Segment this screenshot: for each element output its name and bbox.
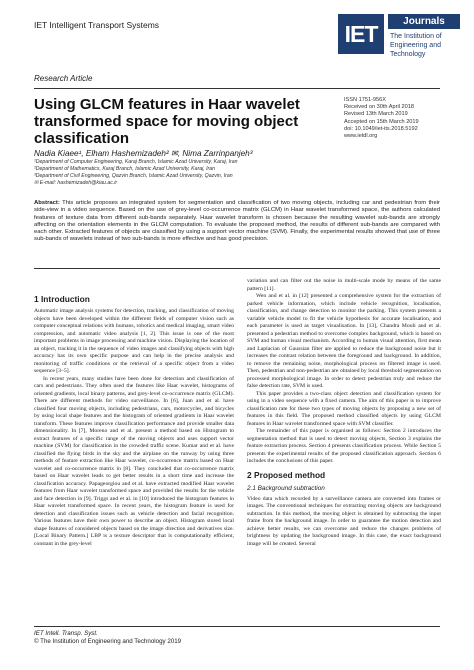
logo-journals-label: Journals: [388, 14, 460, 29]
abstract: [34, 200, 440, 244]
abstract-rule: [34, 268, 440, 269]
paper-title: Using GLCM features in Haar wavelet transformed space for moving object classification: [34, 96, 300, 147]
header-rule: [34, 88, 440, 89]
iet-logo[interactable]: [338, 14, 460, 60]
accepted-date: Accepted on 15th March 2019: [344, 118, 419, 125]
section-heading-proposed-method: 2 Proposed method: [247, 469, 326, 480]
affiliation-3: ³Department of Civil Engineering, Qazvin Branch, Islamic Azad University, Qazvin, Iran: [34, 173, 233, 179]
revised-date: Revised 13th March 2019: [344, 111, 408, 118]
author-list: Nadia Kiaee¹, Elham Hashemizadeh² ✉, Nima Zarrinpanjeh³: [34, 149, 253, 158]
website-link[interactable]: www.ietdl.org: [344, 133, 378, 140]
iet-logo-mark: IET: [338, 14, 384, 54]
footer: [34, 630, 181, 646]
footer-copyright: © The Institution of Engineering and Technology 2019: [34, 638, 182, 645]
doi-link[interactable]: doi: 10.1049/iet-its.2018.5192: [344, 125, 418, 132]
body-paragraph: The remainder of this paper is organised as follows: Section 2 introduces the segmentation method that is used to detect moving objects, Section 3 explains the feature extraction process. Section 4 presents classification process. While Section 5 presents the experimental results of the proposed classification approach. Section 6 includes the conclusions of this paper.: [247, 428, 441, 464]
body-paragraph: In recent years, many studies have been done for detection and classification of cars and pedestrians. They often used the features like Haar wavelet, histograms of oriented gradients, local binary patterns, and grey-level co-occurrence matrix (GLCM). There are different methods for video surveillance. In [6], Juan and et al. have classified four moving objects, including pedestrians, cars, motorcycles, and bicycles by using local shape features and the histogram of oriented gradients in Haar wavelet transform. These features improve classification performance and provide smaller data dimensionality. In [7], Moreno and et al. present a method based on Histogram to extract features of a specific range of the moving objects and uses support vector machine (SVM) for classification in the crowded traffic scene. Kumar and et al. have classified the flying birds in the sky and the airplane on the runway by using three methods of feature extraction like Haar wavelet, co-occurrence matrix based on Haar wavelet and co-occurrence matrix in [8]. They concluded that co-occurrence matrix based on Haar wavelet leads to get better results in a short time and increase the classification accuracy. Papageorgiou and et al. have extracted modified Haar wavelet features from Haar wavelet transformed space and provided the results for the vehicle and face detection in [9]. Triggs and et al. in [10] introduced the histogram features in Haar wavelet transformed space. In recent years, the histogram feature is used for detection and classification issues such as vehicle detection and facial recognition. Various features have their own power to describe an object. Histogram stored local shape features of considered objects based on the image direction and derivatives size. [Local Binary Pattern.] LBP is a texture descriptor that is computationally efficient, constant in the grey-level: [34, 375, 234, 547]
affiliation-list: [34, 159, 354, 187]
section-heading-introduction: 1 Introduction: [34, 294, 90, 304]
body-paragraph: Automatic image analysis systems for detection, tracking, and classification of moving objects have been developed within the different fields of computer vision such as computer conceptual relations with humans, robotics and medical imaging, smart video compression, and automatic video analysis [1, 2]. This issue is one of the most important problems in image processing and machine vision. Displaying the location of an object, tracking it in the sequence of video images and classifying objects with high accuracy has its own specific purpose and can help in the precise analysis and monitoring of traffic conditions or the retrieval of a specific object from a video sequence [3–5].: [34, 308, 234, 374]
logo-institution-line1: The Institution of: [390, 33, 442, 40]
footer-journal: IET Intell. Transp. Syst.: [34, 630, 98, 637]
issn: ISSN 1751-956X: [344, 97, 386, 103]
logo-institution-line2: Engineering and Technology: [390, 42, 441, 58]
body-paragraph: Wen and et al. in [12] presented a comprehensive system for the extraction of parked vehicle information, which include vehicle recognition, localisation, classification, and change detection to monitor the parking. This system presents a variable vehicle model to fit the vehicle hypothesis for accurate localisation, and each parameter is used as target visualisation. In [13], Chandra Mouli and et al. presented a pedestrian method to overcome complex background, which is based on SVM and human visual mechanism. According to human visual attention, first mean and Laplacian of Gaussian filter are applied to reduce the background noise but it increases the contrast relation between the foreground and background. In addition, to remove the remaining noise, morphological process on filtered image is used. Then, pedestrian and non-pedestrian are obtained by local threshold segmentation on processed morphological image. In order to detect pedestrian truly and reduce the false detection rate, SVM is used.: [247, 293, 441, 389]
corresponding-email[interactable]: ✉ E-mail: hashemizadeh@kiau.ac.ir: [34, 180, 118, 186]
right-column: [247, 278, 441, 548]
body-paragraph: variation and can filter out the noise in multi-scale mode by means of the same pattern [11].: [247, 278, 441, 292]
body-paragraph: Video data which recorded by a surveillance camera are converted into frames or images. The conventional techniques for extracting moving objects are background subtraction. In this method, the moving object is obtained by subtracting the input frame from the background image. In order to guarantee the motion detection and achieve better results, we can overcome and reduce the changes problems of brightness by updating the background image. In this case, the exact background image will be created. Several: [247, 495, 441, 547]
body-paragraph: This paper provides a two-class object detection and classification system for using in a video sequence with a fixed camera. The aim of this paper is to improve classification rate for these two types of moving objects by proposing a new set of features in this field. The proposed method classified objects by using GLCM features in Haar wavelet transformed space with SVM classifier.: [247, 390, 441, 427]
received-date: Received on 30th April 2018: [344, 104, 414, 111]
article-type: Research Article: [34, 74, 93, 83]
affiliation-2: ²Department of Mathematics, Karaj Branch, Islamic Azad University, Karaj, Iran: [34, 166, 216, 172]
affiliation-1: ¹Department of Computer Engineering, Karaj Branch, Islamic Azad University, Karaj, Iran: [34, 159, 238, 165]
footer-rule: [34, 626, 440, 627]
abstract-label: Abstract:: [34, 200, 60, 206]
abstract-text: This article proposes an integrated system for segmentation and classification of two moving objects, including car and pedestrian from their side-view in a video sequence. Based on the use of grey-level co-occurrence matrix (GLCM) in Haar wavelet transformed space, the authors calculated features of texture data from different sub-bands separately. Haar wavelet transform is chosen because the resulting wavelet sub-bands are strongly affecting on the orientation elements in the GLCM computation. To evaluate the proposed method, the results of different sub-bands are compared with each other. Extracted features of objects are classified by using a support vector machine (SVM). Finally, the experimental results showed that use of three sub-bands of wavelets instead of two sub-bands is more effective and has good precision.: [34, 200, 440, 243]
journal-name: IET Intelligent Transport Systems: [34, 20, 160, 30]
subsection-heading-background-subtraction: 2.1 Background subtraction: [247, 484, 325, 492]
left-column: [34, 290, 234, 548]
article-meta: [344, 97, 419, 140]
logo-institution: [390, 32, 460, 59]
